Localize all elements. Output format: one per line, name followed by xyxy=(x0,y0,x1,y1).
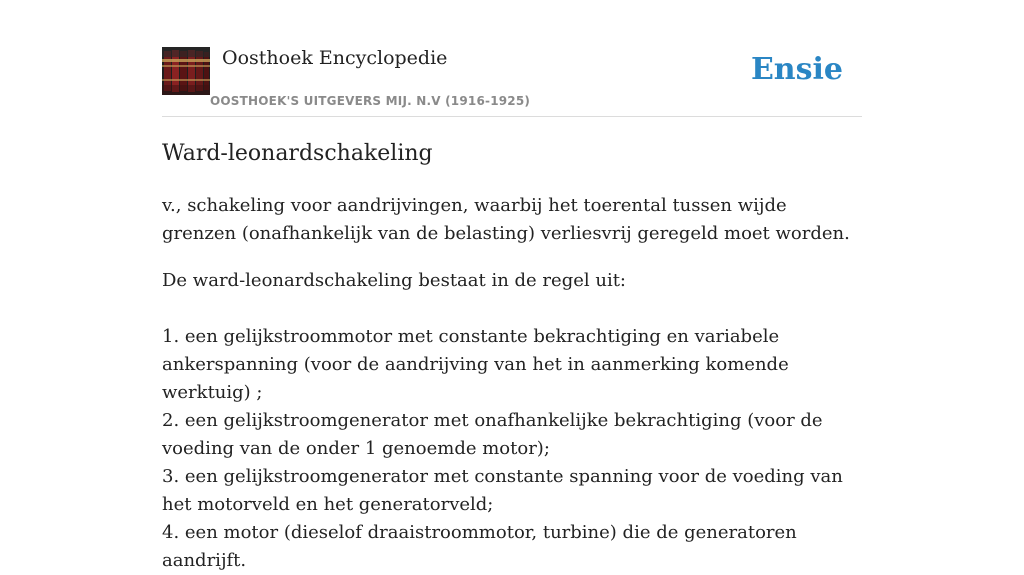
entry-definition: v., schakeling voor aandrijvingen, waarbij het toerental tussen wijde grenzen (onafhankelijk van de belasting) verliesvrij geregeld moet worden. xyxy=(162,195,850,244)
list-item: 2. een gelijkstroomgenerator met onafhankelijke bekrachtiging (voor de voeding van de onder 1 genoemde motor); xyxy=(162,410,823,459)
entry-intro: De ward-leonardschakeling bestaat in de regel uit: xyxy=(162,270,626,291)
list-item: 4. een motor (dieselof draaistroommotor, turbine) die de generatoren aandrijft. xyxy=(162,522,797,571)
entry-body xyxy=(162,192,862,575)
publisher-label: OOSTHOEK'S UITGEVERS MIJ. N.V (1916-1925) xyxy=(210,94,531,108)
source-header xyxy=(162,46,862,117)
source-title[interactable]: Oosthoek Encyclopedie xyxy=(222,47,448,69)
entry-title: Ward-leonardschakeling xyxy=(162,141,433,166)
list-item: 1. een gelijkstroommotor met constante bekrachtiging en variabele ankerspanning (voor de aandrijving van het in aanmerking komende werktuig) ; xyxy=(162,326,789,403)
brand-logo[interactable]: Ensie xyxy=(750,52,843,87)
list-item: 3. een gelijkstroomgenerator met constante spanning voor de voeding van het motorveld en het generatorveld; xyxy=(162,466,843,515)
source-avatar[interactable] xyxy=(162,47,210,95)
book-spines-icon xyxy=(162,47,210,95)
